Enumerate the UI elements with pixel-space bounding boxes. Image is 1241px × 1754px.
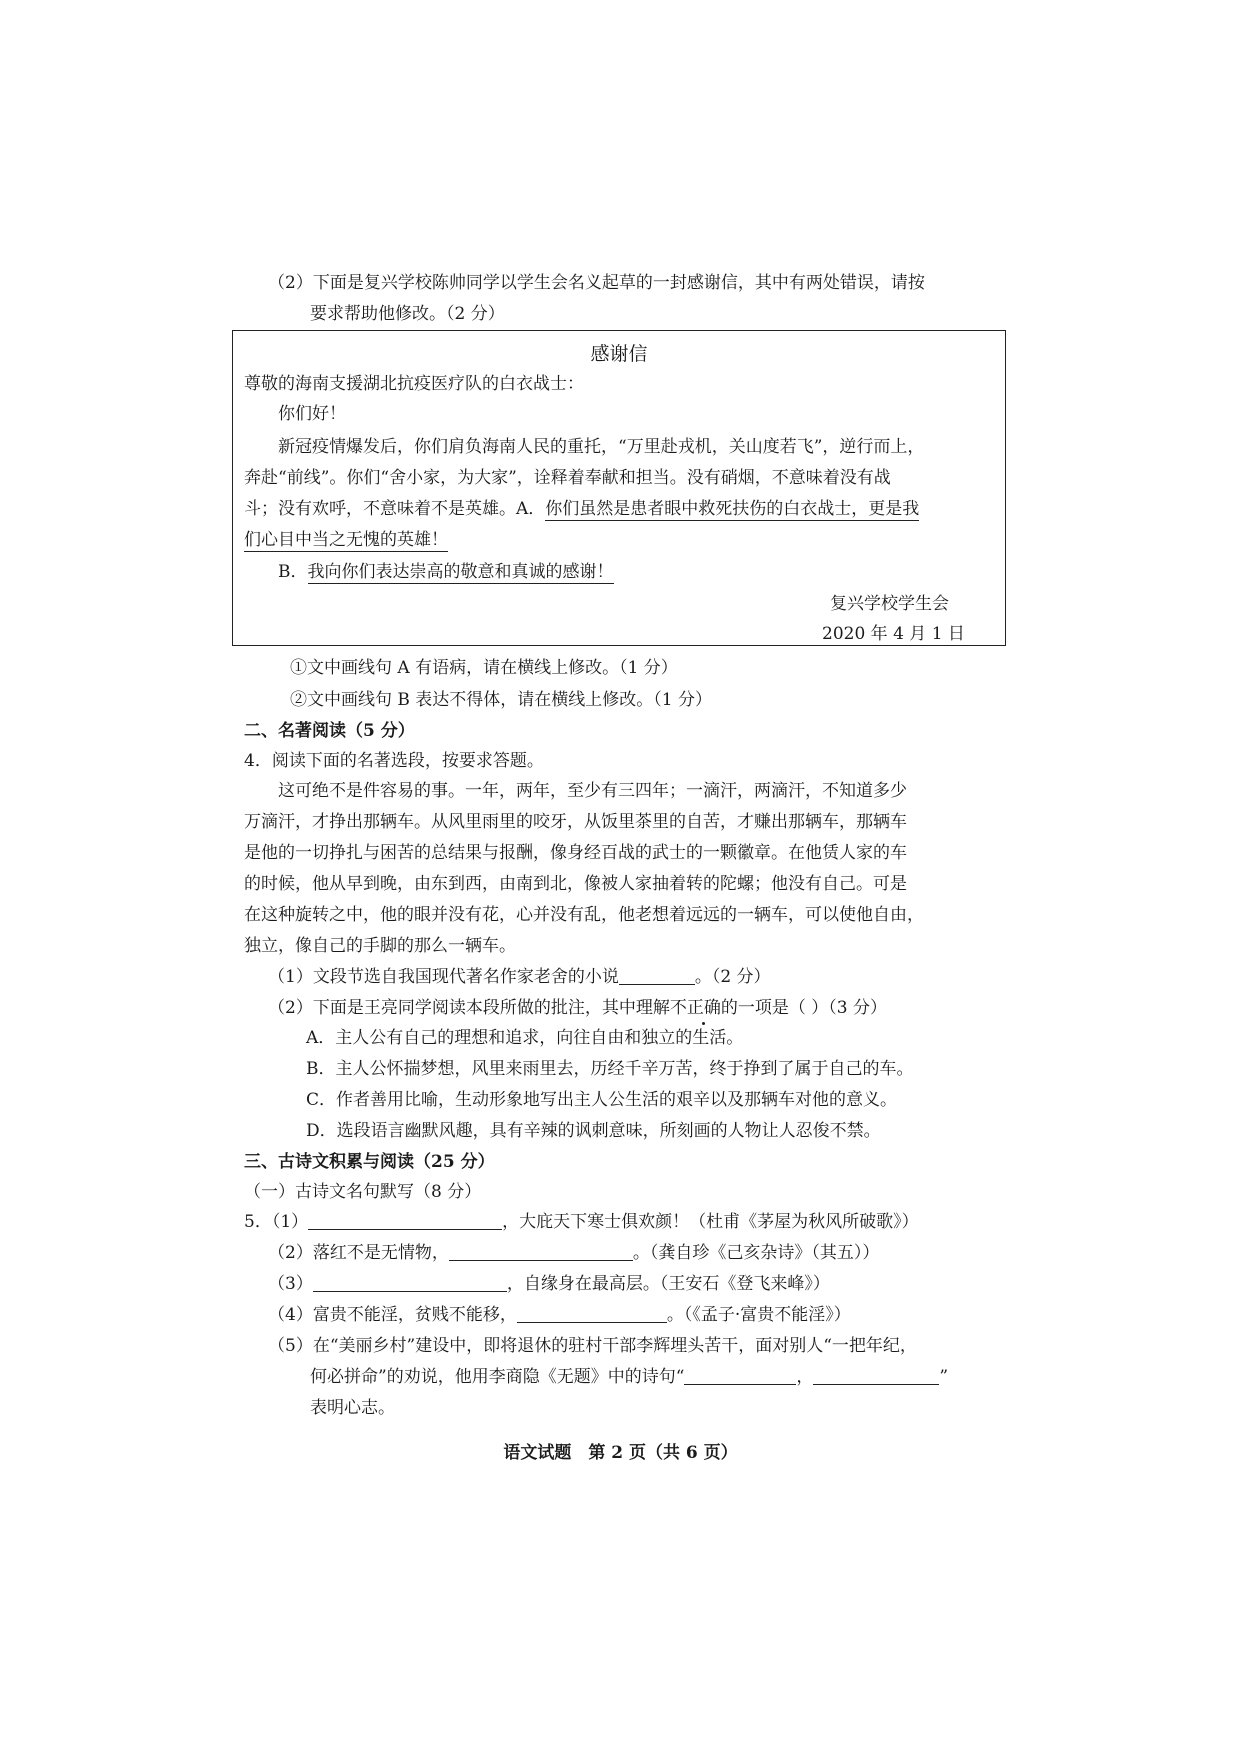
- q5-1-label: （1）: [271, 1212, 309, 1232]
- answer-blank[interactable]: [619, 966, 695, 985]
- option-d: D．选段语言幽默风趣，具有辛辣的讽刺意味，所刻画的人物让人忍俊不禁。: [306, 1121, 881, 1141]
- q5-4-source: 。（《孟子·富贵不能淫》）: [666, 1305, 851, 1325]
- q5-4-text: （4）富贵不能淫，贫贱不能移，: [268, 1305, 517, 1325]
- subquestion-1: ①文中画线句 A 有语病，请在横线上修改。（1 分）: [290, 658, 678, 678]
- letter-sentence-b: [278, 560, 614, 584]
- q5-5-close-quote: ”: [939, 1367, 949, 1387]
- underlined-sentence-a-part1: 你们虽然是患者眼中救死扶伤的白衣战士，更是我: [545, 499, 920, 519]
- letter-title: 感谢信: [590, 343, 648, 365]
- letter-paragraph-line2: 奔赴“前线”。你们“舍小家，为大家”，诠释着奉献和担当。没有硝烟，不意味着没有战: [244, 468, 891, 488]
- letter-paragraph-line1: 新冠疫情爆发后，你们肩负海南人民的重托，“万里赴戎机，关山度若飞”，逆行而上，: [278, 437, 925, 457]
- q5-3-label: （3）: [268, 1274, 313, 1294]
- answer-blank[interactable]: [684, 1366, 796, 1385]
- q3-2-intro-line1: （2）下面是复兴学校陈帅同学以学生会名义起草的一封感谢信，其中有两处错误，请按: [268, 273, 925, 293]
- question-5-5-line3: 表明心志。: [310, 1398, 395, 1418]
- section-3-subheading: （一）古诗文名句默写（8 分）: [244, 1182, 482, 1202]
- answer-blank[interactable]: [313, 1273, 507, 1292]
- letter-paragraph-line3: [244, 497, 919, 521]
- underlined-sentence-a-part2: 们心目中当之无愧的英雄！: [244, 530, 448, 550]
- q5-5-comma: ，: [796, 1367, 814, 1387]
- emphasis-dotted-text: 正确: [686, 998, 721, 1018]
- letter-line3-plain: 斗；没有欢呼，不意味着不是英雄。A．: [244, 499, 546, 519]
- answer-blank[interactable]: [449, 1242, 633, 1261]
- q3-2-intro-line2: 要求帮助他修改。（2 分）: [310, 304, 505, 324]
- question-5-5-line1: （5）在“美丽乡村”建设中，即将退休的驻村干部李辉埋头苦干，面对别人“一把年纪，: [268, 1336, 917, 1356]
- letter-greeting: 你们好！: [278, 404, 346, 424]
- answer-blank[interactable]: [517, 1304, 667, 1323]
- question-5-2: [268, 1241, 879, 1265]
- question-5-5-line2: [310, 1365, 948, 1389]
- q5-2-source: 。（龚自珍《己亥杂诗》（其五））: [632, 1243, 880, 1263]
- answer-blank[interactable]: [308, 1211, 502, 1230]
- q5-number: 5．: [244, 1212, 272, 1232]
- letter-signature: 复兴学校学生会: [830, 594, 949, 614]
- question-4-1: [268, 965, 771, 989]
- underlined-sentence-b: 我向你们表达崇高的敬意和真诚的感谢！: [307, 562, 614, 582]
- section-2-heading: 二、名著阅读（5 分）: [244, 721, 415, 741]
- passage-line-5: 在这种旋转之中，他的眼并没有花，心并没有乱，他老想着远远的一辆车，可以使他自由，: [244, 905, 924, 925]
- section-3-heading: 三、古诗文积累与阅读（25 分）: [244, 1152, 495, 1172]
- passage-line-4: 的时候，他从早到晚，由东到西，由南到北，像被人家抽着转的陀螺；他没有自己。可是: [244, 874, 907, 894]
- option-b: B．主人公怀揣梦想，风里来雨里去，历经千辛万苦，终于挣到了属于自己的车。: [306, 1059, 914, 1079]
- question-4-2: [268, 996, 887, 1020]
- passage-line-1: 这可绝不是件容易的事。一年，两年，至少有三四年；一滴汗，两滴汗，不知道多少: [278, 781, 907, 801]
- passage-line-3: 是他的一切挣扎与困苦的总结果与报酬，像身经百战的武士的一颗徽章。在他赁人家的车: [244, 843, 907, 863]
- question-4-intro: 4．阅读下面的名著选段，按要求答题。: [244, 751, 544, 771]
- question-5-1: [244, 1210, 919, 1234]
- question-5-4: [268, 1303, 851, 1327]
- q5-2-text: （2）落红不是无情物，: [268, 1243, 449, 1263]
- letter-salutation: 尊敬的海南支援湖北抗疫医疗队的白衣战士：: [244, 374, 584, 394]
- q4-1-text: （1）文段节选自我国现代著名作家老舍的小说: [268, 967, 619, 987]
- page-footer: 语文试题 第 2 页（共 6 页）: [503, 1443, 738, 1463]
- question-5-3: [268, 1272, 830, 1296]
- option-c: C．作者善用比喻，生动形象地写出主人公生活的艰辛以及那辆车对他的意义。: [306, 1090, 898, 1110]
- passage-line-6: 独立，像自己的手脚的那么一辆车。: [244, 936, 516, 956]
- answer-blank[interactable]: [813, 1366, 939, 1385]
- q4-2-answer-bracket: 的一项是（ ）（3 分）: [720, 998, 887, 1018]
- q4-1-score: 。（2 分）: [694, 967, 771, 987]
- passage-line-2: 万滴汗，才挣出那辆车。从风里雨里的咬牙，从饭里茶里的自苦，才赚出那辆车，那辆车: [244, 812, 907, 832]
- letter-paragraph-line4: [244, 528, 448, 552]
- q5-3-text: ，自缘身在最高层。（王安石《登飞来峰》）: [506, 1274, 830, 1294]
- q4-2-text: （2）下面是王亮同学阅读本段所做的批注，其中理解不: [268, 998, 687, 1018]
- letter-date: 2020 年 4 月 1 日: [822, 624, 965, 644]
- option-a: A．主人公有自己的理想和追求，向往自由和独立的生活。: [306, 1028, 744, 1048]
- subquestion-2: ②文中画线句 B 表达不得体，请在横线上修改。（1 分）: [290, 690, 713, 710]
- sentence-b-label: B．: [278, 562, 308, 582]
- q5-5-text: 何必拼命”的劝说，他用李商隐《无题》中的诗句“: [310, 1367, 685, 1387]
- q5-1-text: ，大庇天下寒士俱欢颜！（杜甫《茅屋为秋风所破歌》）: [502, 1212, 919, 1232]
